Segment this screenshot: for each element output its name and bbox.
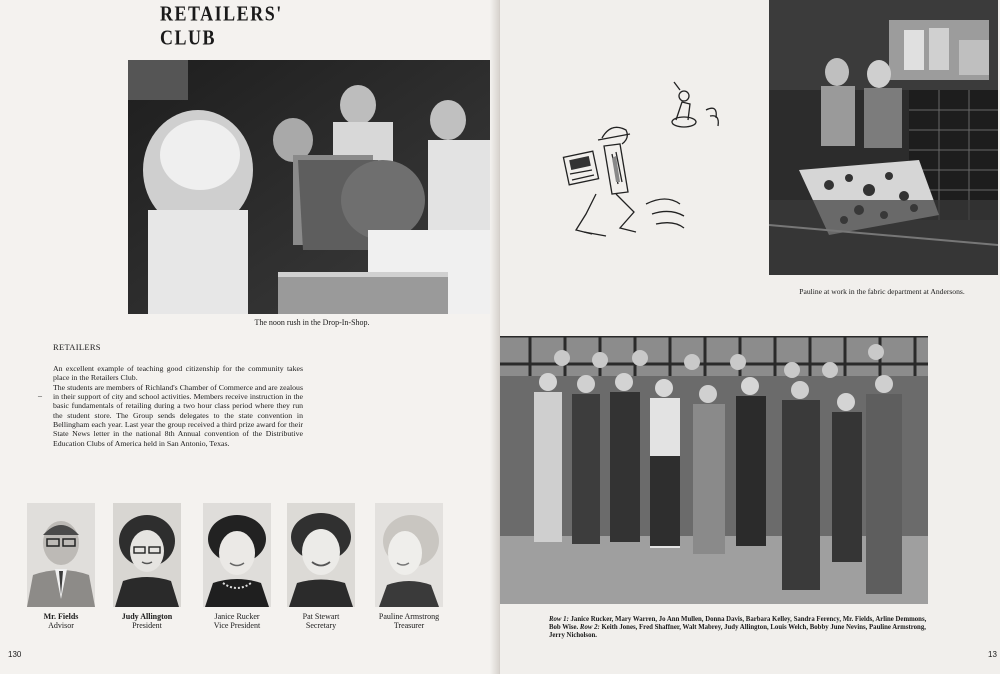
description-paragraph-1: An excellent example of teaching good citizenship for the community takes place in the Retailers Club. (53, 364, 303, 383)
drop-in-shop-photo (128, 60, 496, 314)
right-page (500, 0, 1000, 674)
cartoon-image (556, 74, 736, 254)
caption-pauline-armstrong (363, 613, 455, 631)
caption-mr-fields (17, 613, 105, 631)
page-number-left: 130 (8, 650, 22, 659)
caption-janice-rucker (193, 613, 281, 631)
drop-in-shop-caption: The noon rush in the Drop-In-Shop. (254, 318, 370, 327)
left-page (0, 0, 498, 674)
row1-names: Janice Rucker, Mary Warren, Jo Ann Mullen, Donna Davis, Barbara Kelley, Sandra Ferency, Mr. Fields, Arline Demmons, Bob Wise. (549, 616, 927, 632)
portrait-image (287, 503, 355, 607)
portrait-role: Advisor (48, 620, 74, 630)
caption-judy-allington (103, 613, 191, 631)
row2-label: Row 2: (579, 624, 600, 632)
portrait-role: Treasurer (393, 620, 425, 630)
portrait-judy-allington (113, 503, 181, 607)
portrait-role: President (132, 620, 162, 630)
group-photo-image (500, 336, 928, 604)
section-heading: RETAILERS (53, 342, 101, 352)
portrait-pat-stewart (287, 503, 355, 607)
portrait-pauline-armstrong (375, 503, 443, 607)
group-photo-caption (549, 616, 929, 640)
page-number-right: 13 (988, 650, 997, 659)
caption-pat-stewart (277, 613, 365, 631)
portrait-image (203, 503, 271, 607)
description-paragraph-2: The students are members of Richland's Chamber of Commerce and are zealous in their support of city and school activities. Members receive instruction in the basic fundamentals of retailing during a two hour class period where they run the student store. The Group sends delegates to the state convention in Bellingham each year. Last year the group received a third prize award for their State News letter in the national 8th Annual convention of the Distributive Education Clubs of America held in San Antonio, Texas. (53, 382, 303, 448)
drop-in-shop-photo-image (128, 60, 496, 314)
portrait-name: Janice Rucker (214, 612, 260, 621)
portrait-name: Mr. Fields (43, 612, 79, 621)
row2-names: Keith Jones, Fred Shaffner, Walt Mabrey, Judy Allington, Louis Welch, Bobby June Nevins, Pauline Armstrong, Jerry Nicholson. (549, 624, 926, 640)
fabric-department-caption: Pauline at work in the fabric department at Andersons. (799, 287, 965, 296)
portrait-image (375, 503, 443, 607)
cash-register-cartoon (556, 74, 736, 254)
portrait-image (27, 503, 95, 607)
portrait-mr-fields (27, 503, 95, 607)
portrait-role: Secretary (305, 620, 337, 630)
page-title: RETAILERS' CLUB (160, 2, 283, 50)
club-group-photo (500, 336, 928, 604)
fabric-department-photo (769, 0, 998, 275)
margin-dash: – (38, 391, 42, 400)
portrait-name: Pauline Armstrong (378, 612, 440, 621)
portrait-name: Pat Stewart (302, 612, 340, 621)
portrait-janice-rucker (203, 503, 271, 607)
club-description (53, 364, 303, 448)
portrait-role: Vice President (213, 620, 261, 630)
portrait-image (113, 503, 181, 607)
fabric-photo-image (769, 0, 998, 275)
portrait-name: Judy Allington (121, 612, 173, 621)
row1-label: Row 1: (549, 616, 569, 623)
